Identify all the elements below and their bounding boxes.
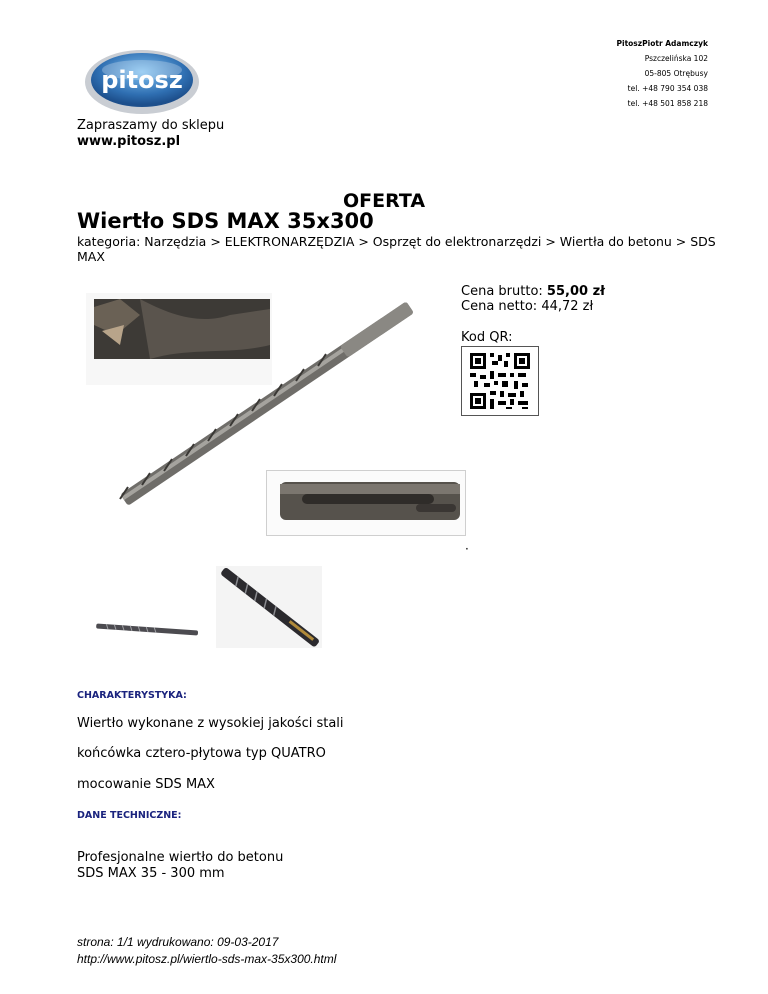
company-city: 05-805 Otrębusy: [644, 69, 708, 78]
gross-price: [461, 284, 605, 299]
qr-code-frame: [461, 346, 539, 416]
shank-detail-image[interactable]: [266, 470, 466, 536]
shop-invite: [77, 118, 224, 150]
shop-url-link[interactable]: www.pitosz.pl: [77, 134, 181, 149]
net-price-label: Cena netto:: [461, 299, 538, 314]
feature-line-2: końcówka cztero-płytowa typ QUATRO: [77, 746, 326, 761]
thumbnail-drill-2[interactable]: [216, 566, 322, 648]
qr-label: Kod QR:: [461, 330, 513, 345]
company-info: [617, 36, 709, 111]
features-header: CHARAKTERYSTYKA:: [77, 690, 187, 701]
technical-header: DANE TECHNICZNE:: [77, 810, 182, 821]
qr-code-icon: [462, 347, 538, 415]
thumbnail-drill-1[interactable]: [92, 618, 202, 644]
product-title: Wiertło SDS MAX 35x300: [77, 209, 374, 233]
net-price-value: 44,72 zł: [541, 299, 594, 314]
feature-line-1: Wiertło wykonane z wysokiej jakości stali: [77, 716, 344, 731]
gross-price-label: Cena brutto:: [461, 284, 543, 299]
pricing-block: [461, 284, 605, 314]
invite-text: Zapraszamy do sklepu: [77, 118, 225, 133]
company-name: PitoszPiotr Adamczyk: [616, 39, 708, 48]
feature-line-3: mocowanie SDS MAX: [77, 777, 215, 792]
offer-heading: OFERTA: [342, 190, 426, 212]
breadcrumb-category: kategoria: Narzędzia > ELEKTRONARZĘDZIA > Osprzęt do elektronarzędzi > Wiertła do betonu > SDS MAX: [77, 234, 716, 264]
footer-print-info: strona: 1/1 wydrukowano: 09-03-2017: [77, 935, 279, 949]
print-footer: [77, 934, 336, 968]
logo-text: pitosz: [101, 66, 183, 94]
footer-url[interactable]: http://www.pitosz.pl/wiertlo-sds-max-35x300.html: [77, 952, 337, 966]
company-phone-2: tel. +48 501 858 218: [627, 99, 708, 108]
separator-dot: ·: [465, 542, 469, 556]
technical-line-2: SDS MAX 35 - 300 mm: [77, 866, 225, 881]
company-street: Pszczelińska 102: [644, 54, 708, 63]
pitosz-logo: [82, 46, 202, 116]
company-phone-1: tel. +48 790 354 038: [627, 84, 708, 93]
net-price: [461, 299, 605, 314]
gross-price-value: 55,00 zł: [546, 284, 605, 299]
technical-line-1: Profesjonalne wiertło do betonu: [77, 850, 284, 865]
